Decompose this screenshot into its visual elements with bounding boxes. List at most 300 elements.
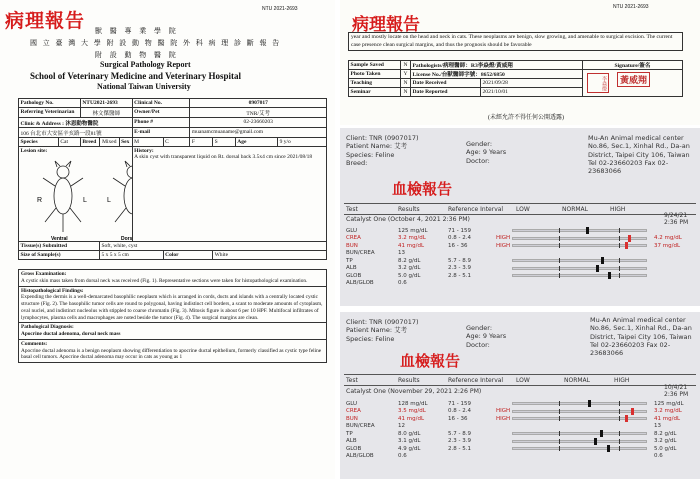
color: White (213, 251, 327, 260)
tissue: Soft, white, cyst (99, 242, 326, 251)
normal-range (559, 439, 620, 444)
previous-value: 4.2 mg/dL (654, 235, 682, 242)
previous-value (652, 250, 684, 258)
p2-age: Age: 9 Years (466, 332, 507, 341)
lab-row (344, 423, 512, 431)
pathology-no: NTU2021-2693 (80, 99, 132, 108)
p1-catalyst: Catalyst One (October 4, 2021 2:36 PM) (346, 216, 470, 223)
p2-patient-block (346, 318, 419, 343)
lab-test: ALB (346, 265, 357, 272)
lab-test: GLOB (346, 272, 362, 279)
history-label: History: (134, 147, 154, 154)
lab-test: TP (346, 257, 353, 264)
p2-catalyst: Catalyst One (November 29, 2021 2:26 PM) (346, 388, 482, 395)
report-red-title-2: 病理報告 (352, 15, 420, 35)
size-label: Size of Sample(s) (19, 251, 100, 260)
p2-hdr-results: Results (398, 377, 420, 384)
lab-test: TP (346, 430, 353, 437)
result-marker (628, 235, 631, 242)
lab-row (344, 272, 512, 280)
ref-vet: 林文傑醫師 (80, 108, 132, 118)
result-marker (588, 400, 591, 407)
signoff-table (348, 60, 683, 97)
lab-row (344, 227, 512, 235)
range-bar-row (512, 250, 647, 258)
lab-test: ALB/GLOB (346, 280, 374, 287)
result-marker (631, 408, 634, 415)
previous-value-row (652, 445, 686, 453)
normal-range (559, 228, 620, 233)
pathology-report-page-2 (340, 0, 700, 125)
p1-hdr-test: Test (346, 206, 358, 213)
left-marker-ventral: L (83, 197, 87, 204)
lab-reference (446, 250, 494, 258)
previous-value-row (652, 453, 686, 461)
lab-result: 13 (398, 250, 405, 257)
p1-age: Age: 9 Years (466, 148, 507, 157)
previous-value-row (652, 257, 684, 265)
p1-clinic-tel: Tel 02-23660203 Fax 02- (588, 158, 669, 167)
range-bar-row (512, 235, 647, 243)
lab-flag (494, 280, 512, 288)
gross-section (18, 269, 327, 287)
p2-client: Client: TNR (0907017) (346, 318, 419, 326)
clinic-address: 106 台北市大安區辛亥路一段81號 (19, 128, 133, 138)
p2-hdr-ref: Reference Interval (448, 377, 504, 384)
previous-value: 8.2 g/dL (654, 430, 677, 437)
lab-row (344, 257, 512, 265)
blood-test-photo-1 (340, 128, 700, 306)
p1-hdr-high: HIGH (610, 206, 626, 213)
species-label: Species (19, 138, 59, 147)
gross-text: A cystic skin mass taken from dorsal neck was received (Fig. 1). Representative sections were taken for histopathological examination. (21, 277, 308, 284)
pathologists: Pathologists/病理醫師：R3李焱燈/黃威翔 (411, 61, 583, 70)
normal-range (559, 416, 620, 421)
lab-result: 3.5 mg/dL (398, 408, 426, 415)
previous-value-row (652, 423, 686, 431)
previous-value-row (652, 235, 684, 243)
lab-result: 8.0 g/dL (398, 430, 421, 437)
previous-value (652, 227, 684, 235)
lab-row (344, 235, 512, 243)
tissue-label: Tissue(s) Submitted (19, 242, 100, 251)
clinical-no: 0907017 (190, 99, 327, 108)
previous-value: 0.6 (654, 453, 663, 460)
p1-header-rule (344, 203, 696, 204)
p1-previous-values (652, 227, 684, 287)
range-bar-row (512, 423, 647, 431)
range-bar-row (512, 445, 647, 453)
p1-hdr-results: Results (398, 206, 420, 213)
lab-row (344, 445, 512, 453)
previous-value-row (652, 265, 684, 273)
result-marker (596, 265, 599, 272)
pathology-report-page (0, 0, 335, 479)
p1-red-title: 血檢報告 (392, 180, 453, 198)
previous-value: 3.2 mg/dL (654, 408, 682, 415)
teaching: N (401, 79, 411, 88)
clinical-no-label: Clinical No. (132, 99, 190, 108)
ntu-code-2: NTU 2021-2693 (613, 4, 649, 10)
lab-flag (494, 445, 512, 453)
p2-patient: Patient Name: 艾考 (346, 326, 408, 335)
sex-s: S (213, 138, 236, 147)
range-bar-row (512, 415, 647, 423)
previous-value: 125 mg/dL (654, 400, 684, 407)
dorsal-silhouette (113, 161, 132, 232)
blood-test-photo-2 (340, 312, 700, 479)
lab-result: 41 mg/dL (398, 242, 425, 249)
lab-reference: 0.8 - 2.4 (448, 235, 471, 242)
lab-test: BUN (346, 415, 358, 422)
p2-clinic-addr1: No.86, Sec.1, Xinhal Rd., Da-an (590, 324, 692, 333)
left-marker-dorsal: L (107, 197, 111, 204)
range-bar-row (512, 227, 647, 235)
lab-flag (494, 257, 512, 265)
comments-section (18, 340, 327, 363)
pathology-no-label: Pathology No. (19, 99, 81, 108)
lab-row (344, 430, 512, 438)
result-marker (594, 438, 597, 445)
result-marker (625, 242, 628, 249)
lab-reference: 2.8 - 5.1 (448, 272, 471, 279)
lab-result: 8.2 g/dL (398, 257, 421, 264)
lab-test: BUN/CREA (346, 250, 375, 257)
lab-result: 5.0 g/dL (398, 272, 421, 279)
date-reported-label: Date Reported (411, 88, 481, 97)
photo-taken: Y (401, 70, 411, 79)
email: muanamcmuaname@gmail.com (190, 128, 327, 138)
p2-clinic-addr2: District, Taipei City 106, Taiwan (590, 332, 692, 341)
lab-reference (446, 423, 494, 431)
p1-doctor: Doctor: (466, 156, 490, 165)
date-reported: 2021/10/01 (481, 88, 583, 97)
p2-header-rule-2 (344, 385, 696, 386)
result-marker (600, 430, 603, 437)
p1-header-rule-2 (344, 214, 696, 215)
range-bar-row (512, 453, 647, 461)
diagnosis-text: Apocrine ductal adenoma, dorsal neck mass (21, 331, 121, 338)
previous-value-row (652, 272, 684, 280)
lab-result: 125 mg/dL (398, 227, 428, 234)
range-bar-row (512, 400, 647, 408)
range-bar-row (512, 242, 647, 250)
lab-row (344, 408, 512, 416)
histo-text: Expending the dermis is a well-demarcated basophilic neoplasm which is arranged in cords, ducts and islands with a centrally located cystic structure (Fig. 2). The basophilic tumor cells are round to polygonal, having indistinct cell borders, a scant to moderate amounts of cytoplasm, oval nuclei, and indistinct nucleolus with stippled to coarse chromatin (Fig. 3). Mitosis figure is about 6 per 10 HPF. Multifocal infiltrates of lymphocytes, plasma cells and macrophages are noted beside the tumor (Fig. 4). The surgical margins are clean. (21, 294, 323, 321)
normal-range (559, 446, 620, 451)
report-title: Surgical Pathology Report (100, 60, 191, 69)
lab-result: 41 mg/dL (398, 415, 425, 422)
lab-flag (494, 272, 512, 280)
p2-hdr-high: HIGH (614, 377, 630, 384)
lab-reference: 71 - 159 (448, 400, 471, 407)
species: Cat (58, 138, 80, 147)
normal-range (559, 273, 620, 278)
p2-hdr-normal: NORMAL (564, 377, 591, 384)
lab-test: GLU (346, 400, 358, 407)
sex-f: F (190, 138, 213, 147)
previous-value: 5.0 g/dL (654, 445, 677, 452)
clinic-label: Clinic & Address : (20, 120, 64, 127)
lab-row (344, 438, 512, 446)
lab-reference: 0.8 - 2.4 (448, 408, 471, 415)
previous-value (652, 257, 684, 265)
p1-range-bars (512, 227, 647, 287)
lab-test: ALB (346, 438, 357, 445)
lab-test: GLOB (346, 445, 362, 452)
previous-value (652, 272, 684, 280)
p1-clinic-name: Mu-An Animal medical center (588, 134, 684, 142)
p1-species: Species: Feline (346, 150, 395, 159)
diagnosis-section (18, 323, 327, 340)
teaching-label: Teaching (349, 79, 401, 88)
lab-row (344, 250, 512, 258)
p2-clinic-block (590, 316, 692, 358)
p2-gender-block (466, 324, 506, 349)
breed: Mixed (99, 138, 119, 147)
p2-species: Species: Feline (346, 334, 395, 343)
p1-hdr-ref: Reference Interval (448, 206, 504, 213)
p1-clinic-fax: 23683066 (588, 167, 622, 176)
p2-clinic-tel: Tel 02-23660203 Fax 02- (590, 340, 671, 349)
p1-clinic-addr2: District, Taipei City 106, Taiwan (588, 150, 690, 159)
lab-reference: 5.7 - 8.9 (448, 430, 471, 437)
result-marker (607, 445, 610, 452)
previous-value-row (652, 242, 684, 250)
lab-flag (494, 430, 512, 438)
stamp-2: 黃威翔 (617, 72, 650, 87)
lab-reference: 16 - 36 (448, 242, 468, 249)
p1-clinic-addr1: No.86, Sec.1, Xinhal Rd., Da-an (588, 142, 690, 151)
range-bar-row (512, 438, 647, 446)
sample-saved: N (401, 61, 411, 70)
color-label: Color (163, 251, 212, 260)
normal-range (559, 266, 620, 271)
lab-result: 128 mg/dL (398, 400, 428, 407)
lab-test: GLU (346, 227, 358, 234)
history-cell (132, 147, 326, 242)
lab-test: ALB/GLOB (346, 453, 374, 460)
confidential-footnote: (未經允許不得任何公開透露) (488, 115, 564, 121)
p2-results-table (344, 400, 512, 460)
p1-gender: Gender: (466, 140, 493, 148)
p2-header-rule (344, 374, 696, 375)
lab-flag: HIGH (496, 242, 511, 249)
age: 9 y/o (278, 138, 327, 147)
p2-doctor: Doctor: (466, 340, 490, 349)
gross-heading: Gross Examination: (21, 271, 67, 277)
p1-hdr-normal: NORMAL (562, 206, 589, 213)
previous-value-row (652, 400, 686, 408)
lab-reference: 2.3 - 3.9 (448, 265, 471, 272)
owner-pet: TNR/艾考 (190, 108, 327, 118)
range-bar-row (512, 265, 647, 273)
lab-result: 0.6 (398, 280, 407, 287)
p1-client: Client: TNR (0907017) (346, 134, 419, 142)
normal-range (559, 236, 620, 241)
p1-time-right: 2:36 PM (664, 219, 689, 226)
lab-flag (494, 453, 512, 461)
report-red-title: 病理報告 (5, 10, 86, 32)
result-marker (601, 257, 604, 264)
lab-flag: HIGH (496, 415, 511, 422)
range-bar-row (512, 280, 647, 288)
p1-breed: Breed: (346, 158, 368, 167)
lab-reference: 2.8 - 5.1 (448, 445, 471, 452)
header-report-cn: 國 立 臺 灣 大 學 附 設 動 物 醫 院 外 科 病 理 診 斷 報 告 (30, 39, 282, 47)
lab-reference (446, 280, 494, 288)
owner-pet-label: Owner/Pet (132, 108, 190, 118)
lab-reference: 5.7 - 8.9 (448, 257, 471, 264)
result-marker (625, 415, 628, 422)
comments-text: Apocrine ductal adenoma is a benign neoplasm showing differentiation to apocrine ductal epithelium, formerly classified as cystic type feline basal cell tumors. Apocrine ductal adenoma may occur in cats as young as 1 (21, 347, 322, 361)
lab-flag (494, 438, 512, 446)
lab-flag (494, 265, 512, 273)
previous-value (652, 265, 684, 273)
previous-value-row (652, 430, 686, 438)
seminar-label: Seminar (349, 88, 401, 97)
lab-test: BUN (346, 242, 358, 249)
lab-result: 3.2 mg/dL (398, 235, 426, 242)
previous-value-row (652, 415, 686, 423)
lab-result: 3.2 g/dL (398, 265, 421, 272)
date-received: 2021/09/28 (481, 79, 583, 88)
previous-value-row (652, 250, 684, 258)
comments-heading: Comments: (21, 340, 48, 347)
lab-row (344, 415, 512, 423)
email-label: E-mail (132, 128, 190, 138)
normal-range (559, 243, 620, 248)
signature-cell (583, 70, 683, 97)
ventral-caption: Ventral (51, 236, 68, 240)
p1-results-table (344, 227, 512, 287)
p1-clinic-block (588, 134, 690, 176)
lab-test: CREA (346, 235, 361, 242)
p2-previous-values (652, 400, 686, 460)
range-bar-row (512, 430, 647, 438)
result-marker (586, 227, 589, 234)
previous-value-row (652, 438, 686, 446)
normal-range (559, 409, 620, 414)
sex-m: M (132, 138, 163, 147)
previous-value (652, 280, 684, 288)
previous-value: 41 mg/dL (654, 415, 681, 422)
history-text: A skin cyst with transparent liquid on Rt. dorsal back 3.5x4 cm since 2021/08/18 (134, 154, 313, 161)
previous-value: 37 mg/dL (654, 242, 681, 249)
lab-row (344, 265, 512, 273)
header-school-cn: 獸 醫 專 業 學 院 (95, 27, 179, 35)
lab-flag: HIGH (496, 235, 511, 242)
sex-label: Sex (119, 138, 132, 147)
p1-hdr-low: LOW (516, 206, 530, 213)
lab-reference: 16 - 36 (448, 415, 468, 422)
cat-body-diagram: R L L R Ventral Dorsal (25, 156, 132, 240)
photo-taken-label: Photo Taken (349, 70, 401, 79)
lab-row (344, 280, 512, 288)
lab-result: 0.6 (398, 453, 407, 460)
lab-reference (446, 453, 494, 461)
breed-label: Breed (80, 138, 99, 147)
p2-date-right: 10/4/21 (664, 384, 688, 391)
phone: 02-23660203 (190, 118, 327, 128)
lab-test: BUN/CREA (346, 423, 375, 430)
previous-value-row (652, 227, 684, 235)
lab-row (344, 242, 512, 250)
p2-red-title: 血檢報告 (400, 352, 461, 370)
p2-hdr-test: Test (346, 377, 358, 384)
school-name: School of Veterinary Medicine and Veterinary Hospital (30, 71, 241, 81)
lab-row (344, 400, 512, 408)
p1-gender-block (466, 140, 506, 165)
p2-time-right: 2:36 PM (664, 391, 689, 398)
continuation-text: year and mostly locate on the head and neck in cats. These neoplasms are benign, slow growing, and amenable to surgical excision. The current case presence clean surgical margins, and thus the prognosis should be favorable (348, 32, 683, 51)
diagnosis-heading: Pathological Diagnosis: (21, 324, 74, 331)
lab-result: 12 (398, 423, 405, 430)
lab-flag (494, 400, 512, 408)
stamp-1: 李焱燈 (587, 73, 609, 93)
p2-range-bars (512, 400, 647, 460)
histo-heading: Histopathological Findings: (21, 287, 84, 294)
lab-flag (494, 250, 512, 258)
lab-row (344, 453, 512, 461)
p2-clinic-name: Mu-An Animal medical center (590, 316, 686, 324)
university-name: National Taiwan University (97, 82, 191, 91)
header-hospital-cn: 附 設 動 物 醫 院 (95, 51, 179, 59)
range-bar-row (512, 272, 647, 280)
p2-gender: Gender: (466, 324, 493, 332)
ventral-silhouette (43, 161, 83, 232)
p2-clinic-fax: 23683066 (590, 349, 624, 358)
license-no: License No./台獸醫師字號：8652/6850 (411, 70, 583, 79)
signature-label: Signature/簽名 (583, 61, 683, 70)
p1-patient: Patient Name: 艾考 (346, 142, 408, 151)
seminar: N (401, 88, 411, 97)
normal-range (559, 431, 620, 436)
lab-reference: 71 - 159 (448, 227, 471, 234)
range-bar-row (512, 408, 647, 416)
size: 5 x 5 x 5 cm (99, 251, 163, 260)
previous-value-row (652, 408, 686, 416)
lab-flag (494, 423, 512, 431)
lab-flag: HIGH (496, 408, 511, 415)
lab-result: 4.9 g/dL (398, 445, 421, 452)
sample-saved-label: Sample Saved (349, 61, 401, 70)
right-marker-ventral: R (37, 197, 43, 204)
lab-result: 3.1 g/dL (398, 438, 421, 445)
clinic-name: 沐恩動物醫院 (65, 120, 99, 127)
normal-range (559, 258, 620, 263)
previous-value: 3.2 g/dL (654, 438, 677, 445)
p1-date-right: 9/24/21 (664, 212, 688, 219)
lab-reference: 2.3 - 3.9 (448, 438, 471, 445)
age-label: Age (235, 138, 277, 147)
patient-info-table (18, 98, 327, 260)
p2-hdr-low: LOW (516, 377, 530, 384)
p1-patient-block (346, 134, 419, 167)
dorsal-caption: Dorsal (121, 236, 137, 240)
lab-test: CREA (346, 408, 361, 415)
lab-flag (494, 227, 512, 235)
lesion-label: Lesion site: (20, 147, 48, 154)
previous-value: 13 (654, 423, 661, 430)
histo-section (18, 287, 327, 324)
previous-value-row (652, 280, 684, 288)
report-body (18, 269, 327, 363)
ref-vet-label: Referring Veterinarian (19, 108, 81, 118)
ntu-code: NTU 2021-2693 (262, 6, 298, 12)
phone-label: Phone # (132, 118, 190, 128)
result-marker (608, 272, 611, 279)
